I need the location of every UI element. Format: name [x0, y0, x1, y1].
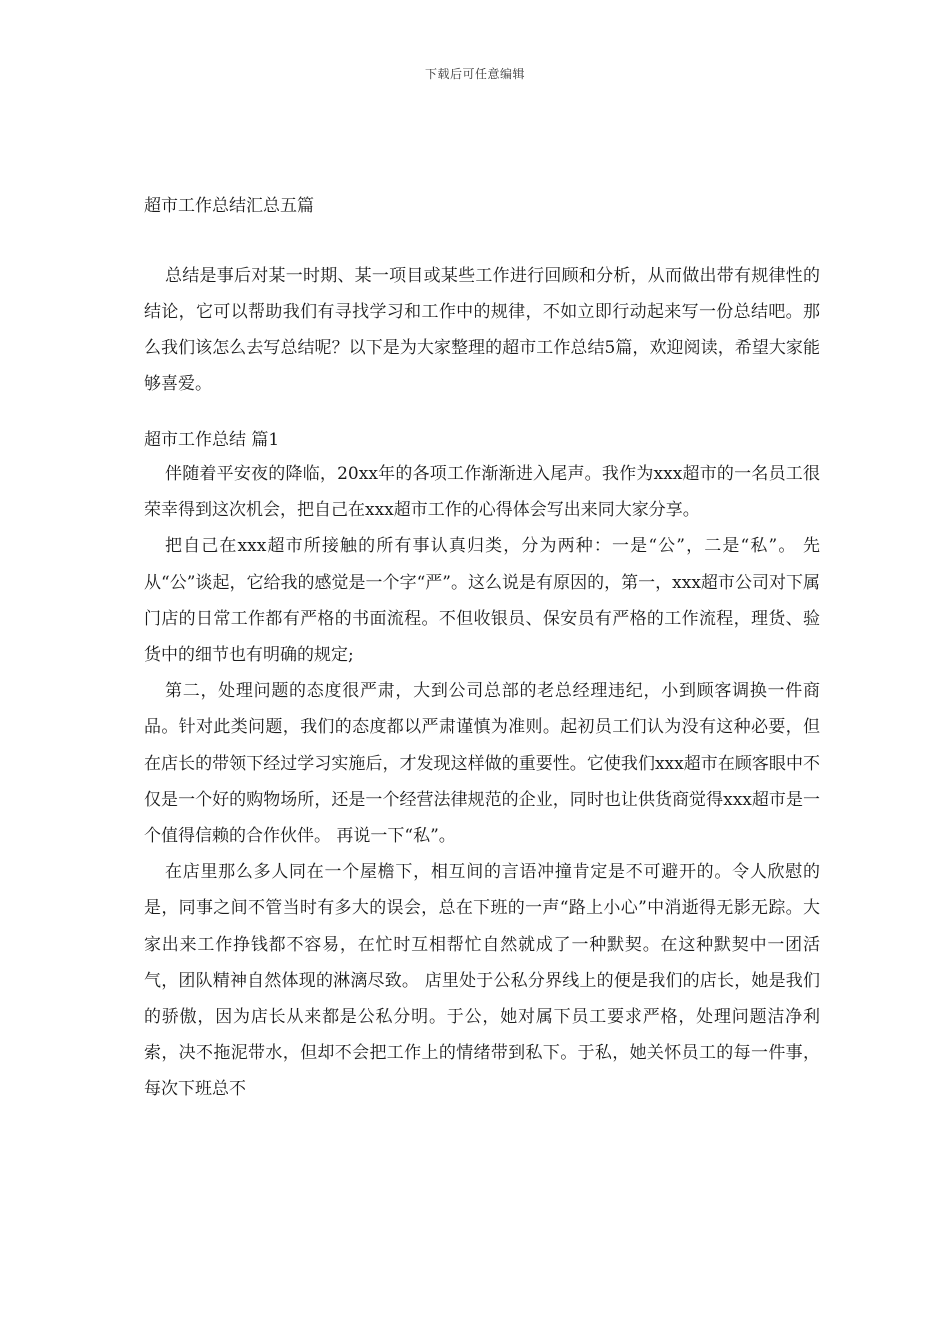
intro-paragraph: 总结是事后对某一时期、某一项目或某些工作进行回顾和分析，从而做出带有规律性的结论，它可以帮助我们有寻找学习和工作中的规律，不如立即行动起来写一份总结吧。那么我们该怎么去写总结呢？以下是为大家整理的超市工作总结5篇，欢迎阅读，希望大家能够喜爱。 [144, 266, 820, 394]
section-heading: 超市工作总结 篇1 [144, 430, 280, 450]
document-body [144, 258, 820, 1108]
document-title: 超市工作总结汇总五篇 [144, 196, 314, 216]
body-paragraph: 把自己在xxx超市所接触的所有事认真归类，分为两种：一是“公”，二是“私”。 先从“公”谈起，它给我的感觉是一个字“严”。这么说是有原因的，第一，xxx超市公司对下属门店的日常工作都有严格的书面流程。不但收银员、保安员有严格的工作流程，理货、验货中的细节也有明确的规定; [144, 536, 820, 666]
header-note: 下载后可任意编辑 [424, 67, 525, 81]
body-paragraph: 在店里那么多人同在一个屋檐下，相互间的言语冲撞肯定是不可避开的。令人欣慰的是，同事之间不管当时有多大的误会，总在下班的一声“路上小心”中消逝得无影无踪。大家出来工作挣钱都不容易，在忙时互相帮忙自然就成了一种默契。在这种默契中一团活气，团队精神自然体现的淋漓尽致。 店里处于公私分界线上的便是我们的店长，她是我们的骄傲，因为店长从来都是公私分明。于公，她对属下员工要求严格，处理问题洁净利索，决不拖泥带水，但却不会把工作上的情绪带到私下。于私，她关怀员工的每一件事，每次下班总不 [144, 862, 820, 1100]
body-paragraph: 伴随着平安夜的降临，20xx年的各项工作渐渐进入尾声。我作为xxx超市的一名员工很荣幸得到这次机会，把自己在xxx超市工作的心得体会写出来同大家分享。 [144, 464, 820, 521]
body-paragraph: 第二，处理问题的态度很严肃，大到公司总部的老总经理违纪，小到顾客调换一件商品。针对此类问题，我们的态度都以严肃谨慎为准则。起初员工们认为没有这种必要，但在店长的带领下经过学习实施后，才发现这样做的重要性。它使我们xxx超市在顾客眼中不仅是一个好的购物场所，还是一个经营法律规范的企业，同时也让供货商觉得xxx超市是一个值得信赖的合作伙伴。 再说一下“私”。 [144, 681, 820, 847]
